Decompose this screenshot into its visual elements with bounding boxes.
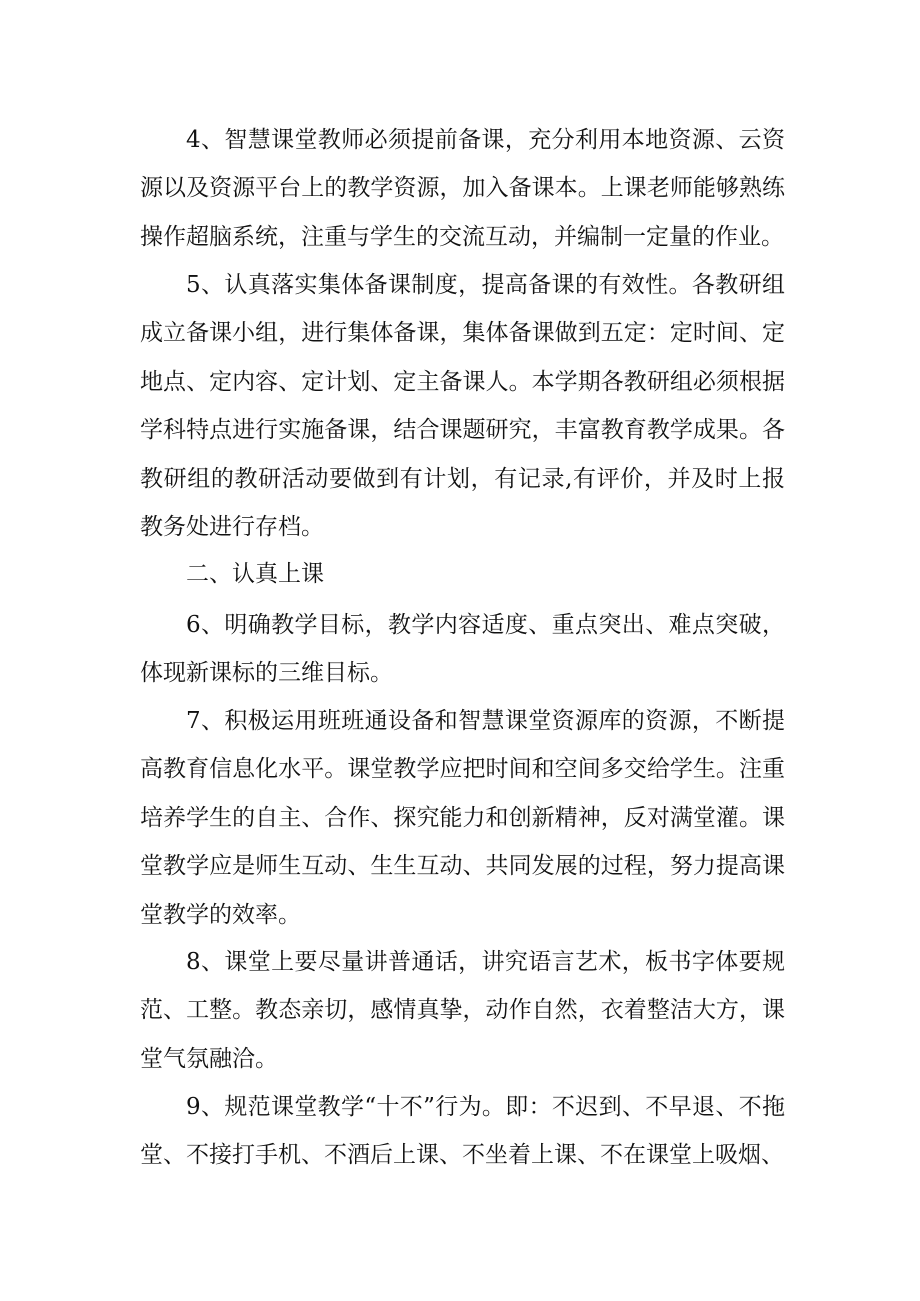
paragraph-8: 8、课堂上要尽量讲普通话，讲究语言艺术，板书字体要规范、工整。教态亲切，感情真挚，动作自然，衣着整洁大方，课堂气氛融洽。	[140, 949, 785, 1072]
paragraph-7: 7、积极运用班班通设备和智慧课堂资源库的资源，不断提高教育信息化水平。课堂教学应把时间和空间多交给学生。注重培养学生的自主、合作、探究能力和创新精神，反对满堂灌。课堂教学应是师生互动、生生互动、共同发展的过程，努力提高课堂教学的效率。	[140, 708, 785, 928]
section-heading: 二、认真上课	[186, 561, 324, 587]
paragraph-4: 4、智慧课堂教师必须提前备课，充分利用本地资源、云资源以及资源平台上的教学资源，加入备课本。上课老师能够熟练操作超脑系统，注重与学生的交流互动，并编制一定量的作业。	[140, 127, 785, 250]
paragraph-9: 9、规范课堂教学“十不”行为。即：不迟到、不早退、不拖堂、不接打手机、不酒后上课、不坐着上课、不在课堂上吸烟、	[140, 1094, 785, 1169]
paragraph-5: 5、认真落实集体备课制度，提高备课的有效性。各教研组成立备课小组，进行集体备课，集体备课做到五定：定时间、定地点、定内容、定计划、定主备课人。本学期各教研组必须根据学科特点进行实施备课，结合课题研究，丰富教育教学成果。各教研组的教研活动要做到有计划，有记录,有评价，并及时上报教务处进行存档。	[140, 272, 785, 541]
paragraph-6: 6、明确教学目标，教学内容适度、重点突出、难点突破，体现新课标的三维目标。	[140, 612, 785, 687]
